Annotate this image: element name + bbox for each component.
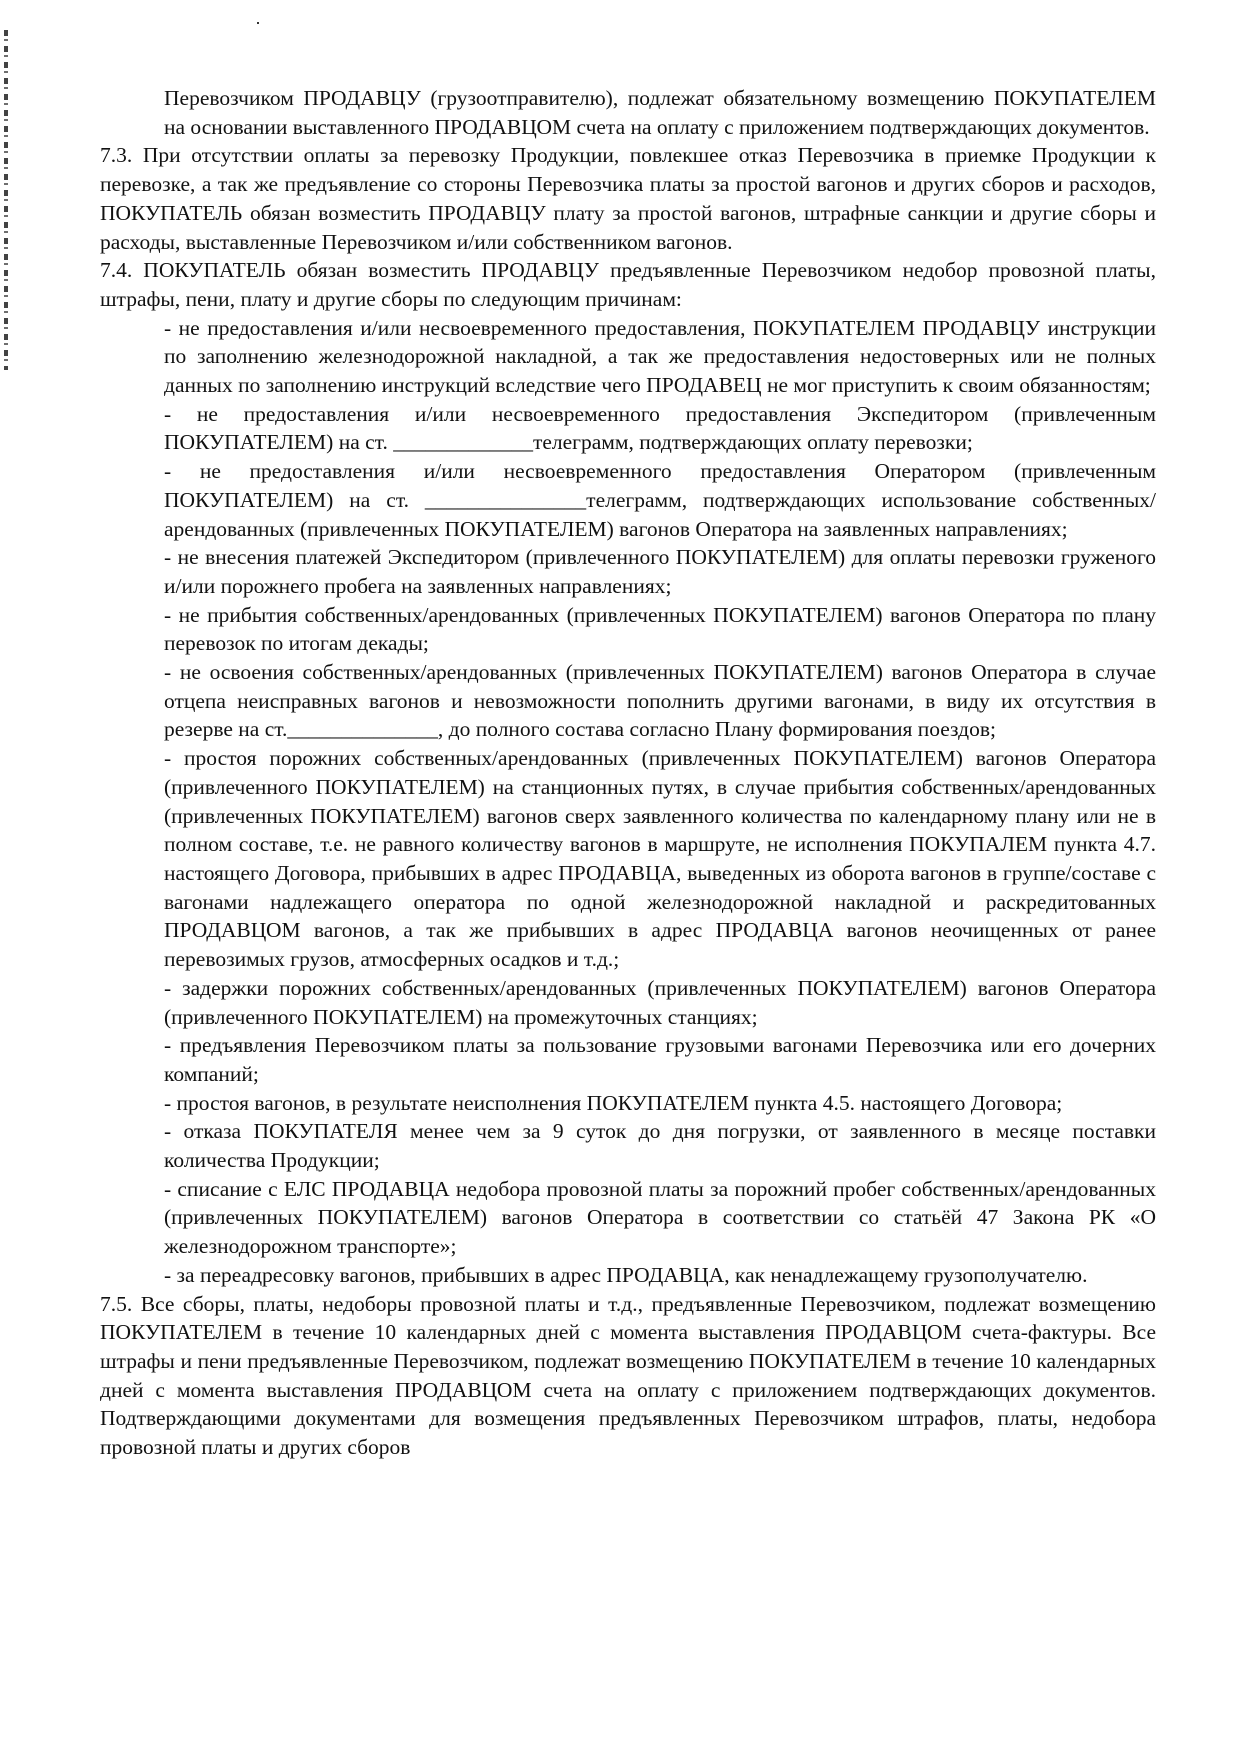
paragraph-7-5: 7.5. Все сборы, платы, недоборы провозной платы и т.д., предъявленные Перевозчиком, подлежат возмещению ПОКУПАТЕЛЕМ в течение 10 календарных дней с момента выставления ПРОДАВЦОМ счета-фактуры. Все штрафы и пени предъявленные Перевозчиком, подлежат возмещению ПОКУПАТЕЛЕМ в течение 10 календарных дней с момента выставления ПРОДАВЦОМ счета на оплату с приложением подтверждающих документов. Подтверждающими документами для возмещения предъявленных Перевозчиком штрафов, платы, недобора провозной платы и других сборов <box>100 1291 1156 1460</box>
paragraph-7-3: 7.3. При отсутствии оплаты за перевозку Продукции, повлекшее отказ Перевозчика в приемке Продукции к перевозке, а так же предъявление со стороны Перевозчика платы за простой вагонов и других сборов и расходов, ПОКУПАТЕЛЬ обязан возместить ПРОДАВЦУ плату за простой вагонов, штрафные санкции и другие сборы и расходы, выставленные Перевозчиком и/или собственником вагонов. <box>100 143 1156 254</box>
list-item: - задержки порожних собственных/арендованных (привлеченных ПОКУПАТЕЛЕМ) вагонов Оператора (привлеченного ПОКУПАТЕЛЕМ) на промежуточных станциях; <box>164 975 1156 1029</box>
list-item: - не предоставления и/или несвоевременного предоставления, ПОКУПАТЕЛЕМ ПРОДАВЦУ инструкции по заполнению железнодорожной накладной, а так же предоставления недостоверных или не полных данных по заполнению инструкций вследствие чего ПРОДАВЕЦ не мог приступить к своим обязанностям; <box>164 315 1156 398</box>
list-item: - предъявления Перевозчиком платы за пользование грузовыми вагонами Перевозчика или его дочерних компаний; <box>164 1033 1156 1086</box>
list-item: - за переадресовку вагонов, прибывших в адрес ПРОДАВЦА, как ненадлежащему грузополучателю. <box>164 1262 1088 1287</box>
paragraph-7-2-continuation: Перевозчиком ПРОДАВЦУ (грузоотправителю), подлежат обязательному возмещению ПОКУПАТЕЛЕМ на основании выставленного ПРОДАВЦОМ счета на оплату с приложением подтверждающих документов. <box>164 86 1156 139</box>
list-item: - простоя порожних собственных/арендованных (привлеченных ПОКУПАТЕЛЕМ) вагонов Оператора (привлеченного ПОКУПАТЕЛЕМ) на станционных путях, в случае прибытия собственных/арендованных (привлеченных ПОКУПАТЕЛЕМ) вагонов сверх заявленного количества по календарному плану или не в полном составе, т.е. не равного количеству вагонов в маршруте, не исполнения ПОКУПАЛЕМ пункта 4.7. настоящего Договора, прибывших в адрес ПРОДАВЦА, выведенных из оборота вагонов в группе/составе с вагонами надлежащего оператора по одной железнодорожной накладной и раскредитованных ПРОДАВЦОМ вагонов, а так же прибывших в адрес ПРОДАВЦА вагонов неочищенных от ранее перевозимых грузов, атмосферных осадков и т.д.; <box>164 746 1156 972</box>
list-item: - простоя вагонов, в результате неисполнения ПОКУПАТЕЛЕМ пункта 4.5. настоящего Договора; <box>164 1090 1063 1115</box>
list-item: - списание с ЕЛС ПРОДАВЦА недобора провозной платы за порожний пробег собственных/арендованных (привлеченных ПОКУПАТЕЛЕМ) вагонов Оператора в соответствии со статьёй 47 Закона РК «О железнодорожном транспорте»; <box>164 1176 1156 1259</box>
list-item: - не предоставления и/или несвоевременного предоставления Оператором (привлеченным ПОКУПАТЕЛЕМ) на ст. _______________телеграмм, подтверждающих использование собственных/арендованных (привлеченных ПОКУПАТЕЛЕМ) вагонов Оператора на заявленных направлениях; <box>164 459 1156 541</box>
scan-edge-artifact <box>4 30 8 370</box>
list-item: - не предоставления и/или несвоевременного предоставления Экспедитором (привлеченным ПОКУПАТЕЛЕМ) на ст. _____________телеграмм, подтверждающих оплату перевозки; <box>164 401 1156 455</box>
paragraph-7-4: 7.4. ПОКУПАТЕЛЬ обязан возместить ПРОДАВЦУ предъявленные Перевозчиком недобор провозной платы, штрафы, пени, плату и другие сборы по следующим причинам: <box>100 258 1156 311</box>
scan-dot-artifact <box>257 22 259 24</box>
list-item: - не освоения собственных/арендованных (привлеченных ПОКУПАТЕЛЕМ) вагонов Оператора в случае отцепа неисправных вагонов и невозможности пополнить другими вагонами, в виду их отсутствия в резерве на ст.______________, до полного состава согласно Плану формирования поездов; <box>164 660 1156 742</box>
list-item: - не прибытия собственных/арендованных (привлеченных ПОКУПАТЕЛЕМ) вагонов Оператора по плану перевозок по итогам декады; <box>164 602 1156 656</box>
list-item: - отказа ПОКУПАТЕЛЯ менее чем за 9 суток до дня погрузки, от заявленного в месяце поставки количества Продукции; <box>164 1119 1156 1173</box>
document-body <box>100 84 1156 1462</box>
list-item: - не внесения платежей Экспедитором (привлеченного ПОКУПАТЕЛЕМ) для оплаты перевозки груженого и/или порожнего пробега на заявленных направлениях; <box>164 545 1156 598</box>
